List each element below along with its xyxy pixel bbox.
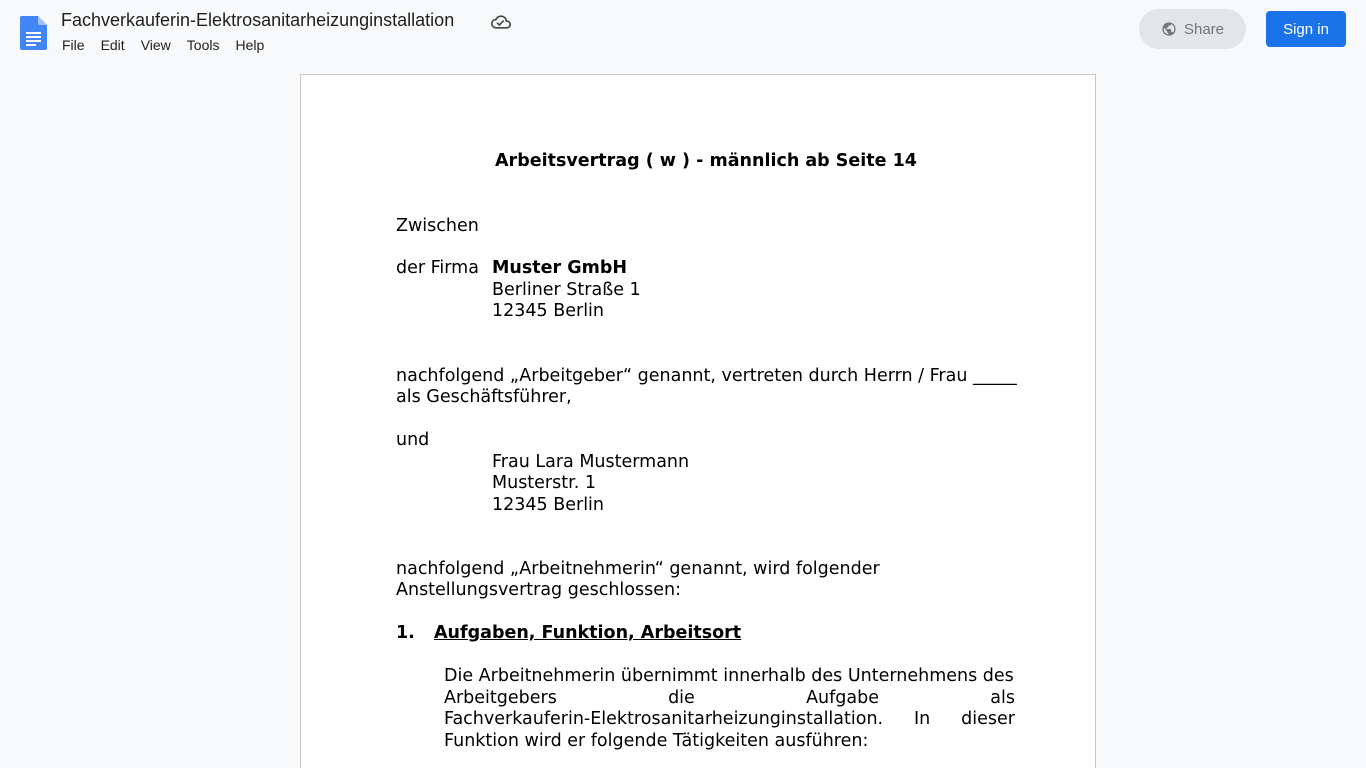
google-docs-logo-icon[interactable] <box>20 16 47 50</box>
menu-tools[interactable]: Tools <box>186 37 220 53</box>
document-title[interactable]: Fachverkauferin-Elektrosanitarheizunginstallation <box>61 10 455 30</box>
employee-clause-line1: nachfolgend „Arbeitnehmerin“ genannt, wird folgender <box>396 559 880 579</box>
paragraph-line-4: Funktion wird er folgende Tätigkeiten ausführen: <box>444 730 869 751</box>
paragraph-line-1-text: Die Arbeitnehmerin übernimmt innerhalb des Unternehmens des <box>444 666 1014 686</box>
globe-icon <box>1161 21 1177 37</box>
paragraph-word: dieser <box>961 709 1015 729</box>
section-1-title: Aufgaben, Funktion, Arbeitsort <box>434 623 742 643</box>
paragraph-line-2 <box>444 688 1015 710</box>
und-text: und <box>396 430 430 450</box>
document-heading: Arbeitsvertrag ( w ) - männlich ab Seite 14 <box>495 151 917 171</box>
employer-prefix: der Firma <box>396 258 479 278</box>
share-button-label: Share <box>1183 20 1225 38</box>
section-1-paragraph <box>444 666 1015 752</box>
employer-street: Berliner Straße 1 <box>492 280 641 300</box>
share-button[interactable] <box>1139 9 1246 49</box>
employee-street: Musterstr. 1 <box>492 473 596 493</box>
employer-clause-line2: als Geschäftsführer, <box>396 387 572 407</box>
document-page[interactable] <box>300 74 1096 768</box>
cloud-saved-icon[interactable] <box>490 12 512 32</box>
paragraph-word: In <box>914 709 931 729</box>
sign-in-button[interactable]: Sign in <box>1266 11 1346 47</box>
paragraph-word: als <box>990 687 1015 708</box>
employer-city: 12345 Berlin <box>492 301 605 321</box>
paragraph-word: Arbeitgebers <box>444 687 557 708</box>
employee-clause-line2: Anstellungsvertrag geschlossen: <box>396 580 681 600</box>
paragraph-line-3 <box>444 709 1015 731</box>
employee-city: 12345 Berlin <box>492 495 605 515</box>
menu-file[interactable]: File <box>62 37 85 53</box>
employee-name: Frau Lara Mustermann <box>492 452 690 472</box>
zwischen-text: Zwischen <box>396 216 479 236</box>
paragraph-word: Aufgabe <box>806 687 880 708</box>
paragraph-word: Fachverkauferin-Elektrosanitarheizunginstallation. <box>444 709 884 729</box>
paragraph-line-1 <box>444 666 1015 688</box>
menu-help[interactable]: Help <box>235 37 265 53</box>
employer-name: Muster GmbH <box>492 258 628 278</box>
menu-view[interactable]: View <box>140 37 171 53</box>
menu-edit[interactable]: Edit <box>100 37 125 53</box>
paragraph-word: die <box>668 687 695 708</box>
menu-bar <box>62 37 280 53</box>
section-1-number: 1. <box>396 623 415 643</box>
top-bar <box>0 0 1366 64</box>
employer-clause-line1: nachfolgend „Arbeitgeber“ genannt, vertreten durch Herrn / Frau _____ <box>396 366 1017 386</box>
